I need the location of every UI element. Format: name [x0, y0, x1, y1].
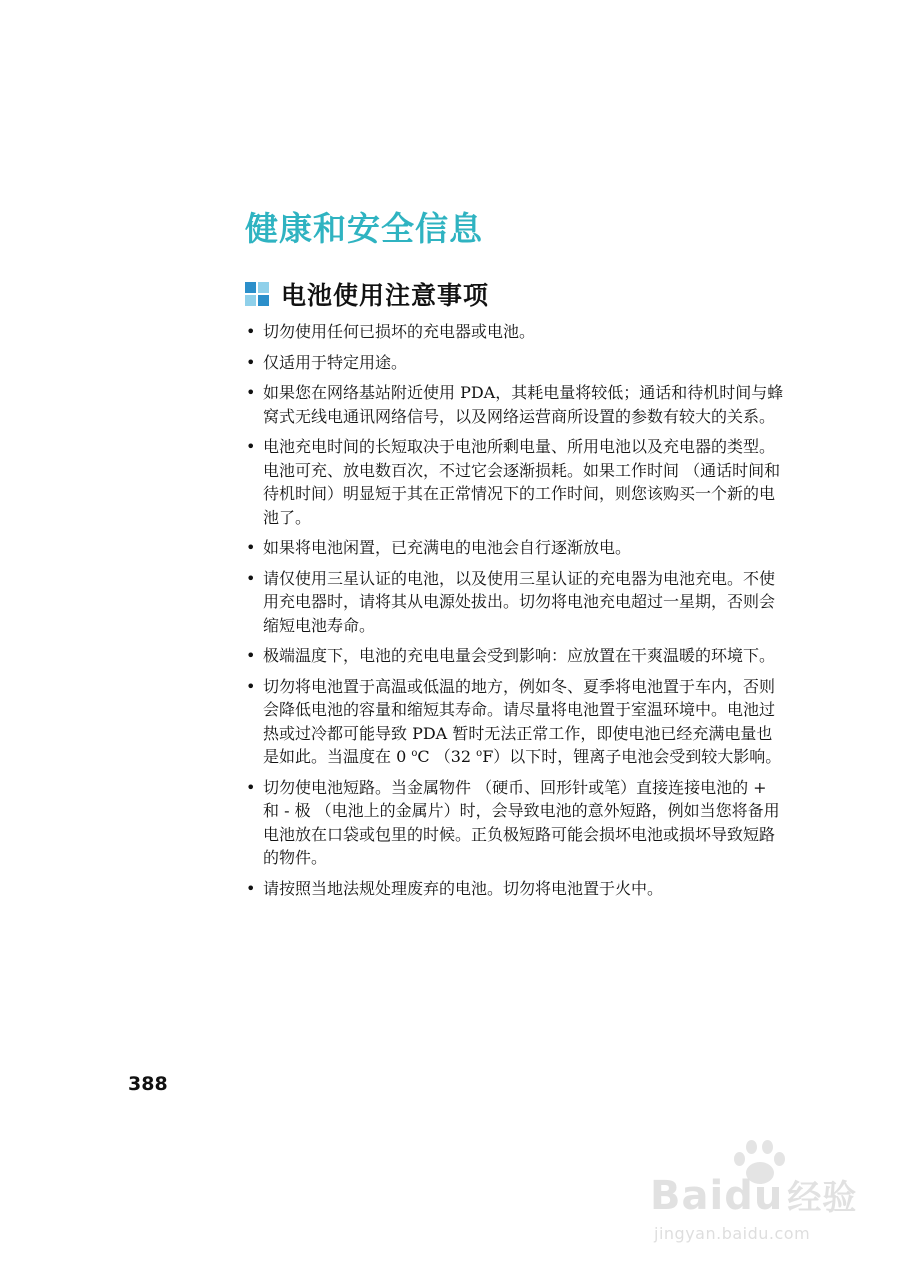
- page-title: 健康和安全信息: [245, 209, 483, 248]
- watermark-logo-text: [650, 1170, 857, 1219]
- list-item-text: 电池充电时间的长短取决于电池所剩电量、所用电池以及充电器的类型。电池可充、放电数百次，不过它会逐渐损耗。如果工作时间 （通话时间和待机时间）明显短于其在正常情况下的工作时间，则您该购买一个新的电池了。: [263, 437, 781, 527]
- watermark-du: du: [724, 1173, 784, 1219]
- degree-superscript: o: [476, 748, 483, 759]
- temperature-text-before: 切勿将电池置于高温或低温的地方，例如冬、夏季将电池置于车内，否则会降低电池的容量和缩短其寿命。请尽量将电池置于室温环境中。电池过热或过冷都可能导致 PDA 暂时无法正常工作，即使电池已经充满电量也是如此。当温度在 0: [263, 676, 776, 766]
- list-item: [245, 435, 785, 529]
- list-item: [245, 381, 785, 428]
- watermark-url: jingyan.baidu.com: [654, 1224, 811, 1243]
- list-item: [245, 567, 785, 638]
- section-heading: [245, 276, 489, 312]
- squares-icon: [245, 282, 269, 306]
- list-item-text: 如果您在网络基站附近使用 PDA，其耗电量将较低；通话和待机时间与蜂窝式无线电通讯网络信号，以及网络运营商所设置的参数有较大的关系。: [263, 383, 784, 426]
- bullet-icon: •: [246, 878, 256, 898]
- bullet-icon: •: [246, 676, 256, 696]
- list-item-text: 切勿使电池短路。当金属物件 （硬币、回形针或笔）直接连接电池的 + 和 - 极 （电池上的金属片）时，会导致电池的意外短路，例如当您将备用电池放在口袋或包里的时候。正负极短路可能会损坏电池或损坏导致短路的物件。: [263, 777, 780, 867]
- list-item-text: 极端温度下，电池的充电电量会受到影响：应放置在干爽温暖的环境下。: [263, 646, 776, 665]
- bullet-icon: •: [246, 646, 256, 665]
- list-item: [245, 877, 785, 901]
- page-number: 388: [128, 1073, 168, 1095]
- bullet-icon: •: [246, 777, 256, 797]
- list-item-text: 仅适用于特定用途。: [263, 352, 408, 372]
- watermark-jingyan: 经验: [787, 1178, 858, 1218]
- bullet-icon: •: [246, 437, 256, 456]
- list-item: [245, 536, 785, 560]
- watermark: [650, 1138, 870, 1268]
- list-item-text: 切勿使用任何已损坏的充电器或电池。: [263, 322, 536, 341]
- list-item: [245, 320, 785, 344]
- list-item: [245, 675, 785, 769]
- list-item-text: 请仅使用三星认证的电池，以及使用三星认证的充电器为电池充电。不使用充电器时，请将其从电源处拔出。切勿将电池充电超过一星期，否则会缩短电池寿命。: [263, 568, 776, 635]
- degree-superscript: o: [411, 748, 418, 759]
- list-item: [245, 351, 785, 375]
- list-item-text: [263, 677, 781, 767]
- section-heading-text: 电池使用注意事项: [281, 281, 490, 310]
- list-item-text: 请按照当地法规处理废弃的电池。切勿将电池置于火中。: [263, 878, 664, 898]
- temperature-text-after: F）以下时，锂离子电池会受到较大影响。: [482, 747, 782, 766]
- watermark-bai: Bai: [650, 1173, 725, 1219]
- bullet-icon: •: [246, 568, 256, 588]
- list-item: [245, 776, 785, 870]
- bullet-list: [245, 320, 785, 907]
- bullet-icon: •: [246, 538, 256, 557]
- list-item-text: 如果将电池闲置，已充满电的电池会自行逐渐放电。: [263, 538, 632, 557]
- bullet-icon: •: [246, 352, 256, 372]
- list-item: [245, 644, 785, 668]
- bullet-icon: •: [246, 322, 256, 341]
- temperature-text-middle: C （32: [417, 747, 477, 766]
- bullet-icon: •: [246, 383, 256, 402]
